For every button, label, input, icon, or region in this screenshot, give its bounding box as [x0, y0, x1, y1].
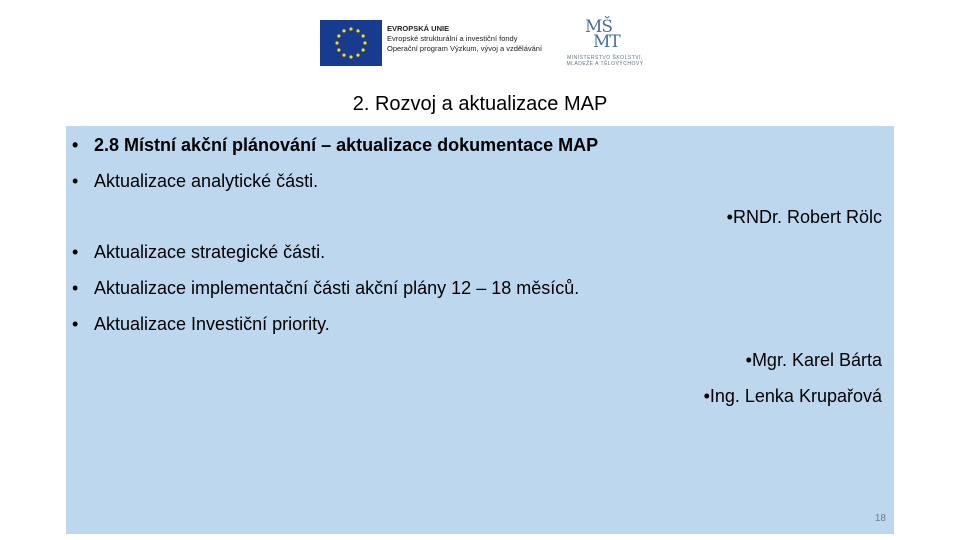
bullet-text: Aktualizace strategické části. — [94, 242, 326, 262]
person-item — [688, 383, 882, 409]
person-name: Ing. Lenka Krupařová — [709, 386, 882, 406]
bullet-marker: • — [72, 242, 79, 262]
eu-star-icon — [342, 29, 345, 32]
eu-star-icon — [337, 34, 340, 37]
page-number: 18 — [874, 513, 886, 524]
bullet-text: Aktualizace Investiční priority. — [94, 314, 330, 334]
eu-star-icon — [363, 41, 366, 44]
person-name: RNDr. Robert Rölc — [732, 207, 882, 227]
msmt-caption-line: MLÁDEŽE A TĚLOVÝCHOVY — [566, 61, 644, 67]
bullet-marker: • — [703, 386, 710, 406]
bullet-marker: • — [72, 135, 79, 155]
bullet-item — [72, 239, 325, 265]
bullet-text: Aktualizace implementační části akční plány 12 – 18 měsíců. — [94, 278, 580, 298]
msmt-mark-top: MŠ — [585, 17, 613, 37]
bullet-marker: • — [726, 207, 733, 227]
eu-star-icon — [335, 41, 338, 44]
slide-title: 2. Rozvoj a aktualizace MAP — [352, 93, 608, 115]
msmt-logo — [560, 17, 650, 72]
person-name: Mgr. Karel Bárta — [751, 350, 882, 370]
eu-logo-text — [387, 24, 557, 54]
person-item — [730, 347, 882, 373]
msmt-mark-bottom: MT — [593, 32, 620, 52]
msmt-mark — [585, 17, 625, 56]
eu-logo-line: Operační program Výzkum, vývoj a vzdělávání — [387, 44, 543, 53]
bullet-marker: • — [745, 350, 752, 370]
logo-bar — [320, 17, 650, 72]
bullet-marker: • — [72, 278, 79, 298]
person-item — [711, 204, 882, 230]
bullet-item — [72, 132, 598, 158]
eu-star-icon — [349, 55, 352, 58]
bullet-item — [72, 311, 330, 337]
bullet-marker: • — [72, 314, 79, 334]
bullet-text: 2.8 Místní akční plánování – aktualizace dokumentace MAP — [94, 135, 599, 155]
eu-logo-line: EVROPSKÁ UNIE — [387, 24, 450, 33]
eu-flag-icon — [320, 20, 382, 66]
msmt-caption — [560, 55, 650, 67]
msmt-caption-line: MINISTERSTVO ŠKOLSTVÍ, — [567, 55, 643, 61]
eu-logo-line: Evropské strukturální a investiční fondy — [387, 34, 518, 43]
bullet-item — [72, 168, 318, 194]
content-panel — [66, 126, 894, 534]
eu-star-icon — [356, 29, 359, 32]
bullet-marker: • — [72, 171, 79, 191]
eu-star-icon — [356, 54, 359, 57]
eu-star-icon — [349, 27, 352, 30]
eu-star-icon — [342, 54, 345, 57]
eu-star-icon — [362, 48, 365, 51]
eu-star-icon — [337, 48, 340, 51]
bullet-text: Aktualizace analytické části. — [94, 171, 319, 191]
bullet-item — [72, 275, 579, 301]
eu-stars-icon — [320, 20, 382, 66]
eu-star-icon — [362, 34, 365, 37]
